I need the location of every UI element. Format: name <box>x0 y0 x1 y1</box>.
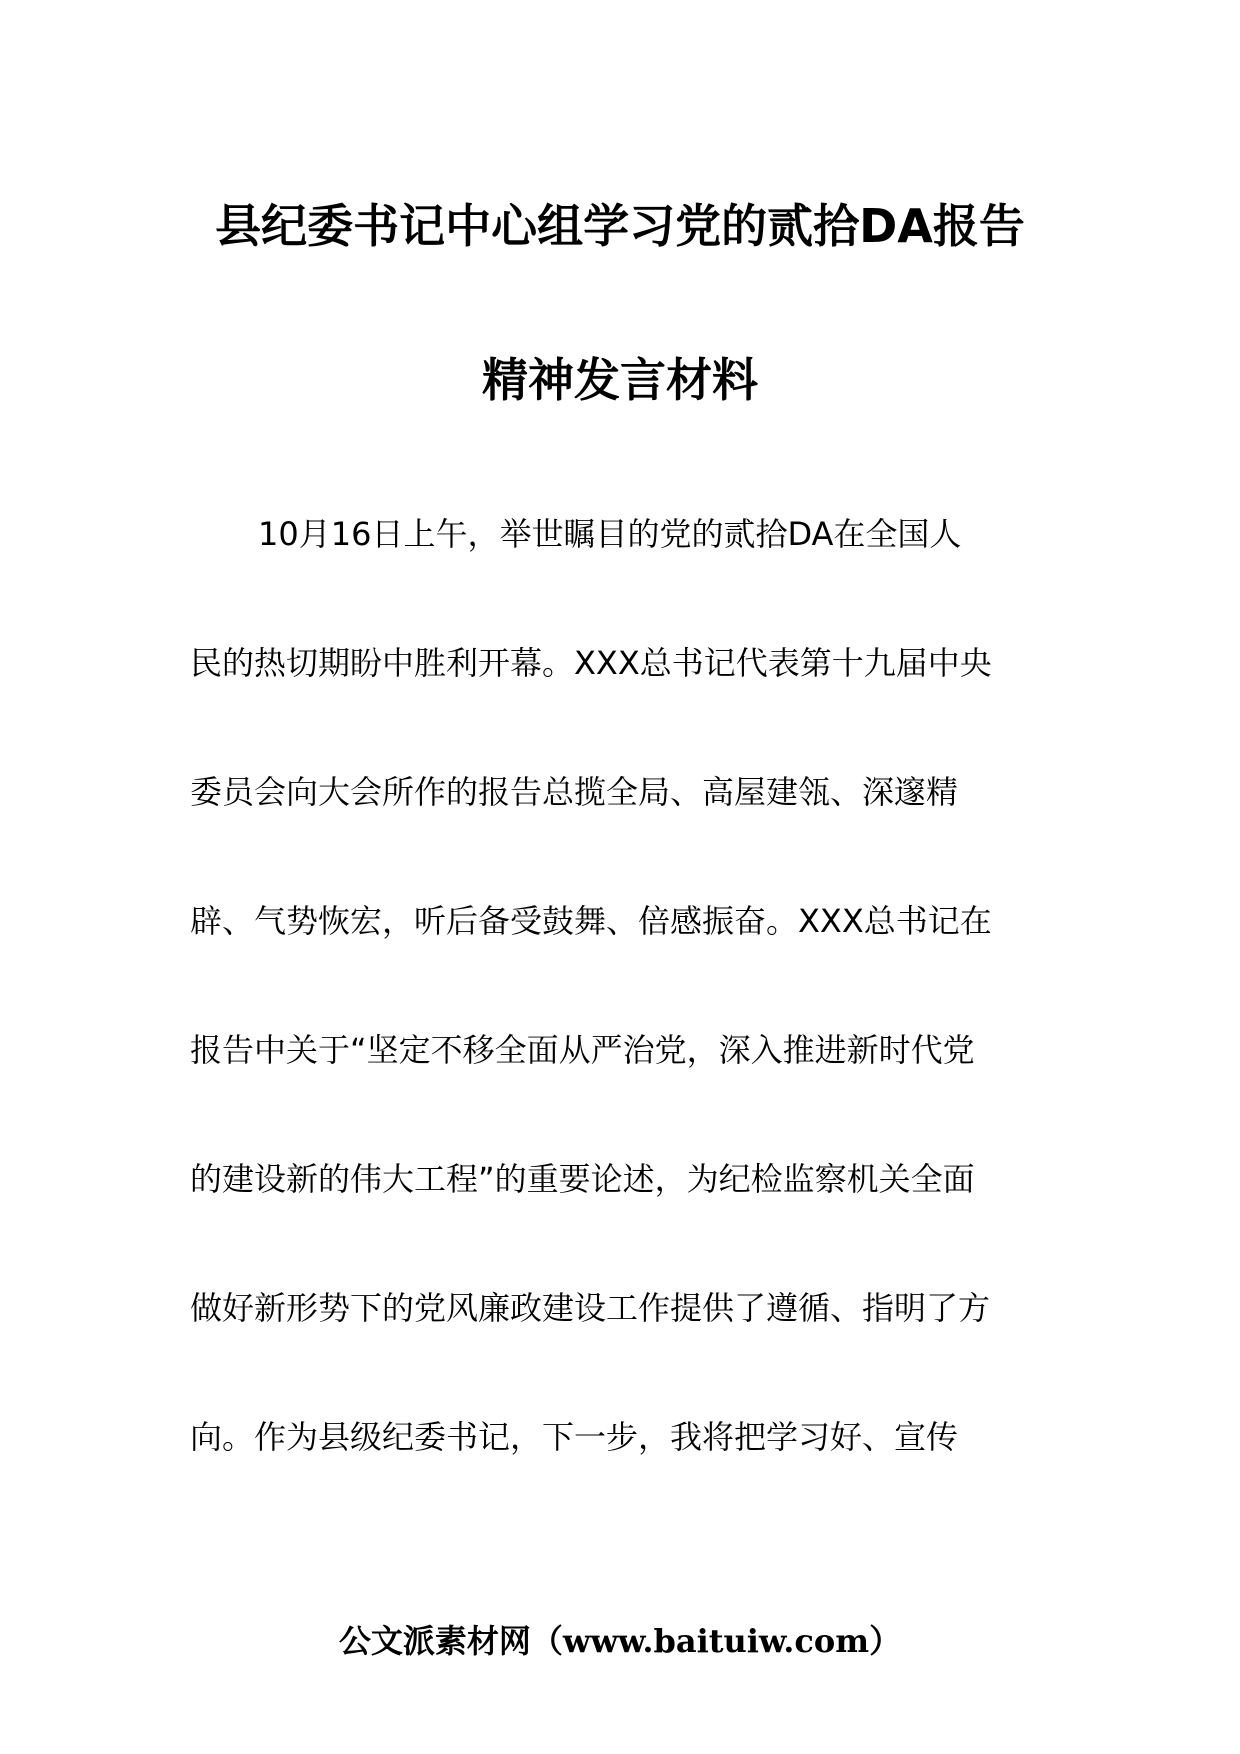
paragraph-line-1: 10月16日上午，举世瞩目的党的贰拾DA在全国人 <box>258 515 962 553</box>
paragraph-line-3: 委员会向大会所作的报告总揽全局、高屋建瓴、深邃精 <box>190 773 959 811</box>
paragraph-line-8: 向。作为县级纪委书记，下一步，我将把学习好、宣传 <box>190 1418 959 1456</box>
document-title-line-2: 精神发言材料 <box>482 353 758 407</box>
paragraph-line-6: 的建设新的伟大工程”的重要论述，为纪检监察机关全面 <box>190 1160 975 1198</box>
paragraph-line-4: 辟、气势恢宏，听后备受鼓舞、倍感振奋。XXX总书记在 <box>190 902 992 940</box>
paragraph-line-5: 报告中关于“坚定不移全面从严治党，深入推进新时代党 <box>190 1031 975 1069</box>
paragraph-line-7: 做好新形势下的党风廉政建设工作提供了遵循、指明了方 <box>190 1289 991 1327</box>
document-title-line-1: 县纪委书记中心组学习党的贰拾DA报告 <box>215 199 1025 253</box>
paragraph-line-2: 民的热切期盼中胜利开幕。XXX总书记代表第十九届中央 <box>190 644 992 682</box>
footer-source-text: 公文派素材网（www.baituiw.com） <box>338 1622 902 1660</box>
